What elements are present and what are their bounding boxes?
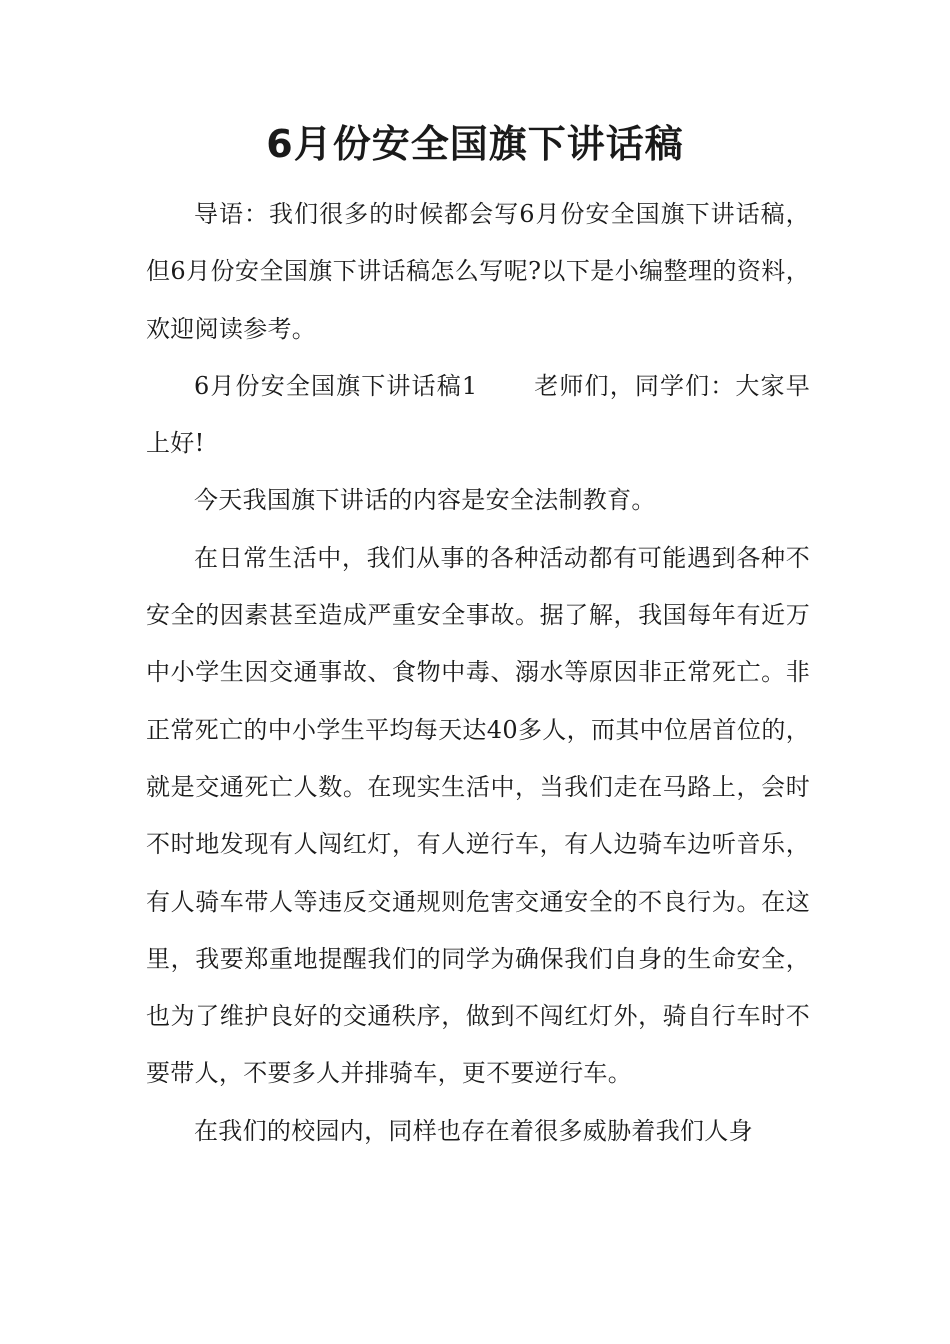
document-body: [146, 186, 810, 1160]
speech-greeting: 老师们，同学们：大家早上好!: [146, 371, 810, 458]
speech-opening-paragraph: [146, 358, 810, 473]
document-title: 6月份安全国旗下讲话稿: [266, 122, 684, 166]
campus-safety-paragraph: 在我们的校园内，同样也存在着很多威胁着我们人身: [194, 1116, 753, 1145]
topic-paragraph: 今天我国旗下讲话的内容是安全法制教育。: [194, 486, 656, 515]
intro-paragraph: 导语：我们很多的时候都会写6月份安全国旗下讲话稿，但6月份安全国旗下讲话稿怎么写呢?以下是小编整理的资料，欢迎阅读参考。: [146, 200, 810, 343]
traffic-safety-paragraph: 在日常生活中，我们从事的各种活动都有可能遇到各种不安全的因素甚至造成严重安全事故。据了解，我国每年有近万中小学生因交通事故、食物中毒、溺水等原因非正常死亡。非正常死亡的中小学生平均每天达40多人，而其中位居首位的，就是交通死亡人数。在现实生活中，当我们走在马路上，会时不时地发现有人闯红灯，有人逆行车，有人边骑车边听音乐，有人骑车带人等违反交通规则危害交通安全的不良行为。在这里，我要郑重地提醒我们的同学为确保我们自身的生命安全，也为了维护良好的交通秩序，做到不闯红灯外，骑自行车时不要带人，不要多人并排骑车，更不要逆行车。: [146, 543, 810, 1088]
speech-heading: 6月份安全国旗下讲话稿1: [194, 371, 478, 400]
